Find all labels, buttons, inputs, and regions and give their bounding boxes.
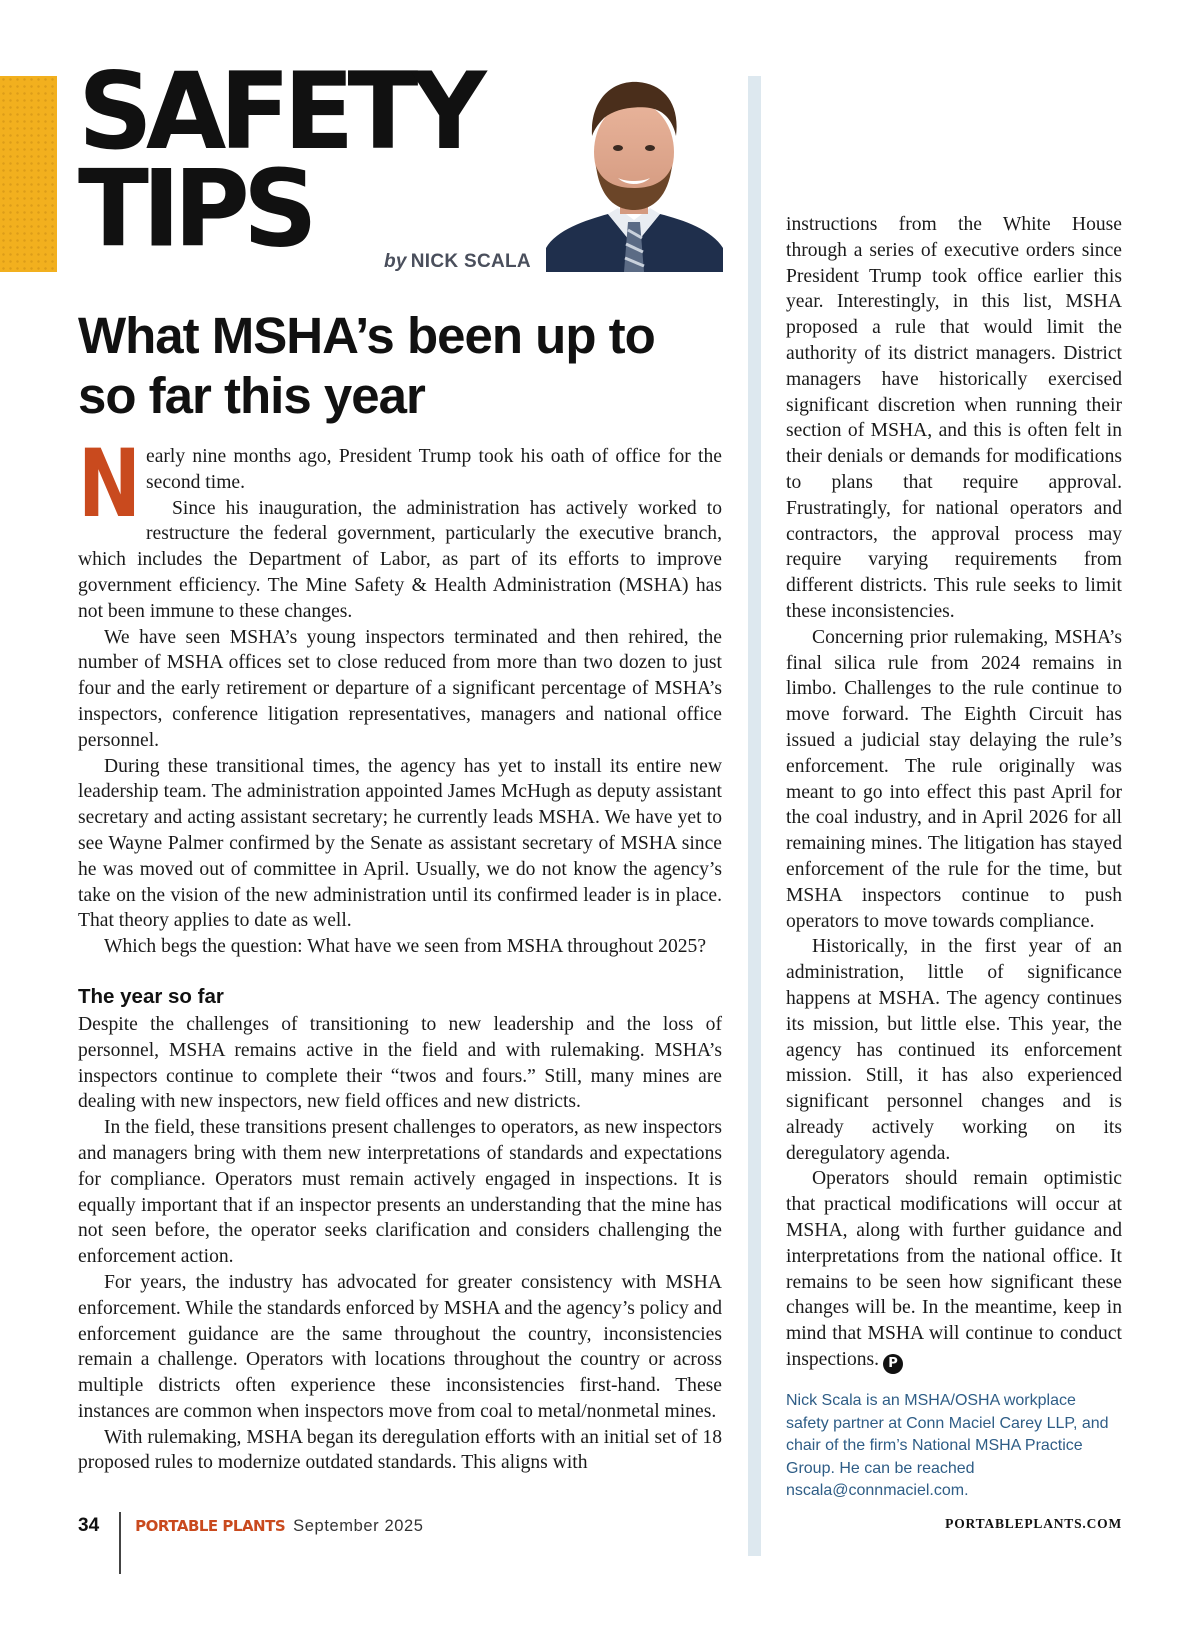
column-divider (748, 76, 761, 1556)
byline-author: NICK SCALA (410, 251, 531, 272)
article-paragraph (786, 1166, 1122, 1374)
section-title-line-1: SAFETY (78, 48, 480, 174)
byline (384, 251, 531, 273)
article-paragraph: During these transitional times, the agency has yet to install its entire new leadership team. The administration appointed James McHugh as deputy assistant secretary and acting assistant secretary; he currently leads MSHA. We have yet to see Wayne Palmer confirmed by the Senate as assistant secretary of MSHA since he was moved out of committee in April. Usually, we do not know the agency’s take on the vision of the new administration until its confirmed leader is in place. That theory applies to date as well. (78, 755, 722, 932)
article-paragraph: Which begs the question: What have we seen from MSHA throughout 2025? (104, 936, 707, 958)
article-paragraph: Despite the challenges of transitioning to new leadership and the loss of personnel, MSHA remains active in the field and with rulemaking. MSHA’s inspectors continue to complete their “twos and fours.” Still, many mines are dealing with new inspectors, new field offices and new districts. (78, 1013, 722, 1113)
article-left-column (78, 430, 722, 1476)
footer-folio (78, 1512, 424, 1540)
article-paragraph: Historically, in the first year of an administration, little of significance happens at MSHA. The agency continues its mission, but little else. This year, the agency has continued its enforcement mission. Still, it has also experienced significant personnel changes and is already actively working on its deregulatory agenda. (786, 936, 1122, 1164)
publication-name: PORTABLE PLANTS (135, 1517, 286, 1535)
article-subhead: The year so far (78, 984, 224, 1008)
page-number: 34 (78, 1515, 100, 1536)
footer-divider (119, 1512, 121, 1574)
end-mark-icon: P (883, 1354, 903, 1374)
article-paragraph (78, 430, 722, 539)
article-paragraph: Since his inauguration, the administration has actively worked to restructure the federal government, particularly the executive branch, which includes the Department of Labor, as part of its efforts to improve government efficiency. The Mine Safety & Health Administration (MSHA) has not been immune to these changes. (78, 497, 722, 622)
article-paragraph: For years, the industry has advocated for greater consistency with MSHA enforcement. While the standards enforced by MSHA and the agency’s policy and enforcement guidance are the same throughout the country, inconsistencies remain a challenge. Operators with locations throughout the country or across multiple districts often experience these inconsistencies first-hand. These instances are common when inspectors move from coal to metal/nonmetal mines. (78, 1271, 722, 1422)
paragraph-text: Operators should remain optimistic that practical modifications will occur at MSHA, along with further guidance and interpretations from the national office. It remains to be seen how significant these changes will be. In the meantime, keep in mind that MSHA will continue to conduct inspections. (786, 1168, 1122, 1371)
section-title-line-2: TIPS (78, 146, 311, 272)
article-paragraph: instructions from the White House through a series of executive orders since President Trump took office earlier this year. Interestingly, in this list, MSHA proposed a rule that would limit the authority of its district managers. District managers have historically exercised significant discretion when running their section of MSHA, and this is often felt in their denials or demands for modifications to plans that require approval. Frustratingly, for national operators and contractors, the approval process may require varying requirements from different districts. This rule seeks to limit these inconsistencies. (786, 214, 1122, 622)
article-right-column (786, 212, 1122, 1503)
section-accent-bar (0, 76, 57, 272)
paragraph-text: early nine months ago, President Trump took his oath of office for the second time. (146, 446, 722, 493)
article-paragraph: In the field, these transitions present challenges to operators, as new inspectors and managers bring with them new interpretations of standards and expectations for compliance. Operators must remain actively engaged in inspections. It is equally important that if an inspector presents an understanding that the mine has not seen before, the operator seeks clarification and considers challenging the enforcement action. (78, 1117, 722, 1268)
article-paragraph: We have seen MSHA’s young inspectors terminated and then rehired, the number of MSHA offices set to close reduced from more than two dozen to just four and the early retirement or departure of a significant percentage of MSHA’s inspectors, conference litigation representatives, managers and national office personnel. (78, 626, 722, 751)
article-paragraph: With rulemaking, MSHA began its deregulation efforts with an initial set of 18 proposed rules to modernize outdated standards. This aligns with (78, 1426, 722, 1474)
article-headline: What MSHA’s been up to so far this year (78, 307, 655, 424)
website-url: PORTABLEPLANTS.COM (945, 1516, 1122, 1531)
drop-cap: N (78, 430, 141, 539)
article-paragraph: Concerning prior rulemaking, MSHA’s final silica rule from 2024 remains in limbo. Challenges to the rule continue to move forward. The Eighth Circuit has issued a judicial stay delaying the rule’s enforcement. The rule originally was meant to go into effect this past April for the coal industry, and in April 2026 for all remaining mines. The litigation has stayed enforcement of the rule for the time, but MSHA inspectors continue to push operators to move towards compliance. (786, 626, 1122, 932)
issue-date: September 2025 (293, 1516, 424, 1535)
byline-prefix: by (384, 251, 407, 272)
author-bio: Nick Scala is an MSHA/OSHA workplace safety partner at Conn Maciel Carey LLP, and chair of the firm’s National MSHA Practice Group. He can be reached nscala@connmaciel.com. (786, 1392, 1109, 1500)
author-portrait (546, 70, 723, 272)
